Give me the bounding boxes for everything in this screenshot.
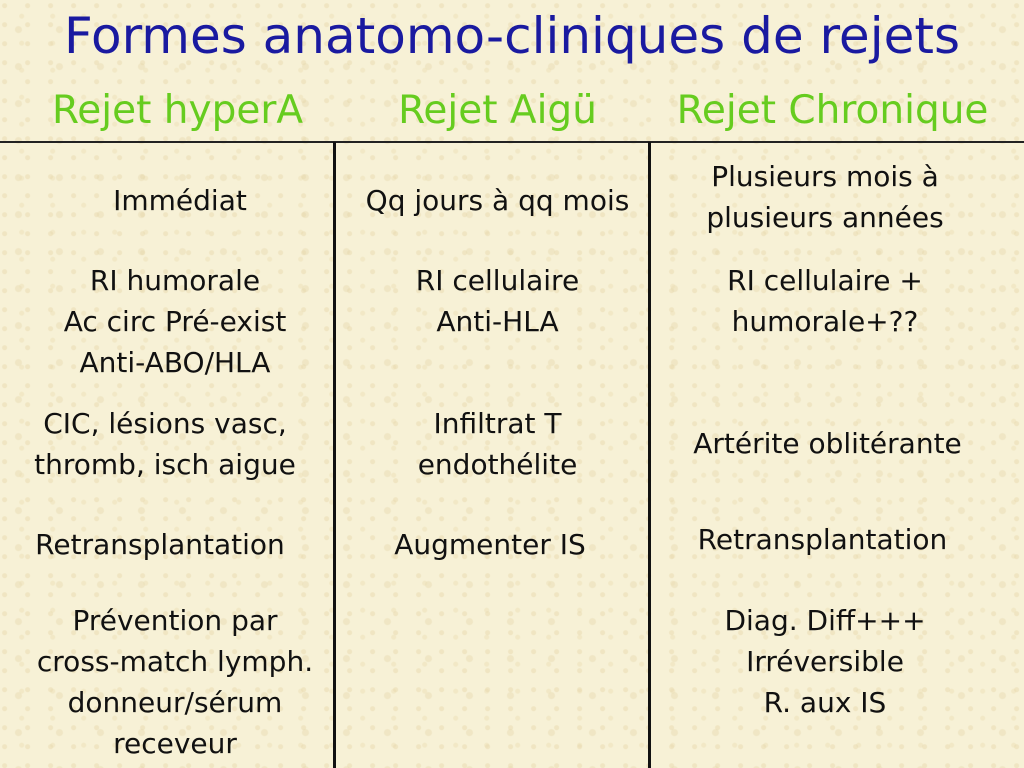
- cell-aigu-lesions: Infiltrat T endothélite: [417, 407, 578, 481]
- slide-title: Formes anatomo-cliniques de rejets: [64, 7, 960, 65]
- cell-hypera-mecanisme: RI humorale Ac circ Pré-exist Anti-ABO/HLA: [63, 264, 287, 379]
- cell-aigu-delai: Qq jours à qq mois: [365, 184, 630, 217]
- cell-chronique-notes: Diag. Diff+++ Irréversible R. aux IS: [724, 604, 926, 719]
- cell-aigu-traitement: Augmenter IS: [394, 528, 586, 561]
- header-rejet-aigu: Rejet Aigü: [398, 88, 597, 133]
- cell-chronique-traitement: Retransplantation: [697, 523, 948, 556]
- cell-chronique-mecanisme: RI cellulaire + humorale+??: [727, 264, 923, 338]
- cell-aigu-mecanisme: RI cellulaire Anti-HLA: [415, 264, 580, 338]
- header-rejet-chronique: Rejet Chronique: [676, 88, 989, 133]
- header-rejet-hypera: Rejet hyperA: [51, 88, 304, 133]
- cell-hypera-prevention: Prévention par cross-match lymph. donneur/sérum receveur: [36, 604, 314, 760]
- cell-hypera-lesions: CIC, lésions vasc, thromb, isch aigue: [34, 407, 296, 481]
- header-divider: [0, 141, 1024, 143]
- cell-chronique-delai: Plusieurs mois à plusieurs années: [706, 160, 944, 234]
- cell-hypera-delai: Immédiat: [113, 184, 247, 217]
- cell-hypera-traitement: Retransplantation: [35, 528, 285, 561]
- cell-chronique-lesions: Artérite oblitérante: [693, 427, 962, 460]
